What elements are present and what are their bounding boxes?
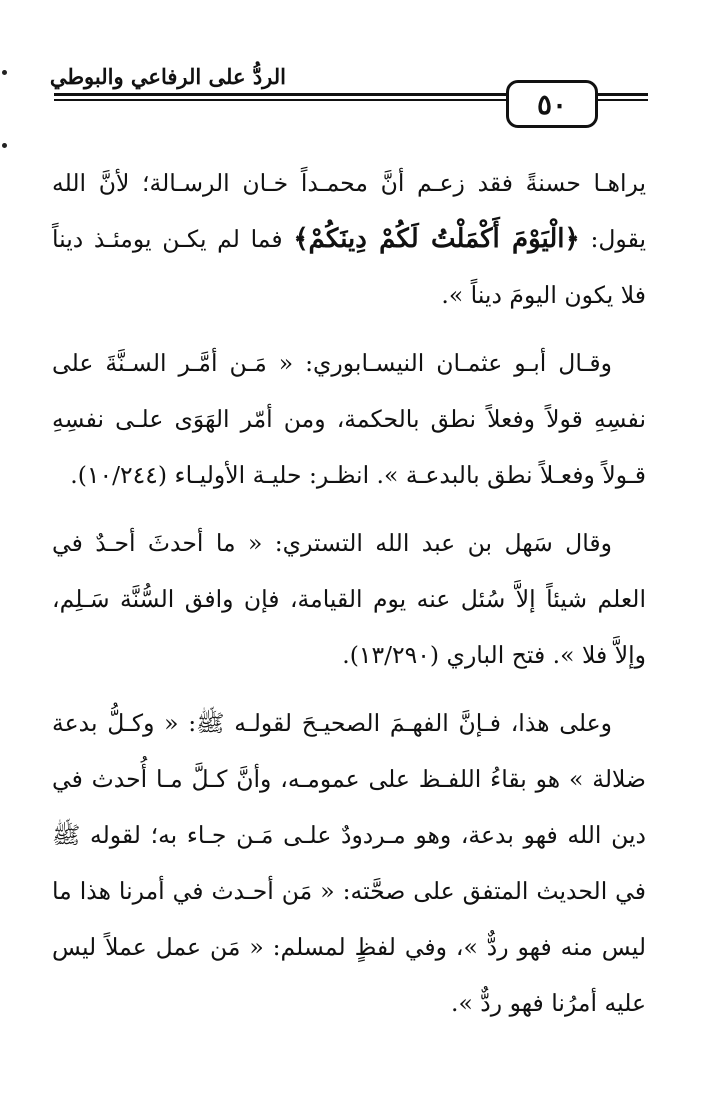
paragraph: وقـال أبـو عثمـان النيسـابوري: « مَـن أمَّـر السـنَّةَ على نفسِهِ قولاً وفعلاً نطق بالحكمة، ومن أمّر الهَوَى علـى نفسِهِ قـولاً وفعـلاً نطق بالبدعـة ». انظـر: حليـة الأوليـاء (١٠/٢٤٤). bbox=[52, 349, 646, 489]
paragraph-text: يراهـا حسنةً فقد زعـم أنَّ محمـداً خـان الرسـالة؛ لأنَّ الله يقول: bbox=[52, 169, 647, 253]
running-title: الردُّ على الرفاعي والبوطي bbox=[49, 64, 286, 89]
header-rule bbox=[54, 93, 506, 96]
paragraph: وقال سَهل بن عبد الله التستري: « ما أحدثَ أحـدٌ في العلم شيئاً إلاَّ سُئل عنه يوم القيامة، فإن وافق السُّنَّة سَـلِم، وإلاَّ فلا ». فتح الباري (١٣/٢٩٠). bbox=[52, 529, 646, 669]
paragraph bbox=[52, 155, 646, 323]
header-rule bbox=[54, 99, 506, 101]
page-number-box bbox=[506, 80, 598, 128]
page-number: ٥٠ bbox=[536, 87, 568, 121]
body-text bbox=[52, 155, 646, 1043]
paragraph-text: فما لم يكـن يومئـذ ديناً فلا يكون اليومَ ديناً ». bbox=[52, 225, 646, 309]
paragraph: وعلى هذا، فـإنَّ الفهـمَ الصحيـحَ لقولـه ﷺ: « وكـلُّ بدعة ضلالة » هو بقاءُ اللفـظ على عمومـه، وأنَّ كـلَّ مـا أُحدث في دين الله فهو بدعة، وهو مـردودٌ علـى مَـن جـاء به؛ لقوله ﷺ في الحديث المتفق على صحَّته: « مَن أحـدث في أمرنا هذا ما ليس منه فهو ردٌّ »، وفي لفظٍ لمسلم: « مَن عمل عملاً ليس عليه أمرُنا فهو ردٌّ ». bbox=[52, 709, 646, 1017]
header-rule bbox=[598, 93, 648, 96]
quran-verse: ﴿الْيَوْمَ أَكْمَلْتُ لَكُمْ دِينَكُمْ﴾ bbox=[293, 224, 580, 254]
header-rule bbox=[598, 99, 648, 101]
page-header bbox=[0, 0, 728, 140]
margin-dot bbox=[2, 143, 7, 148]
